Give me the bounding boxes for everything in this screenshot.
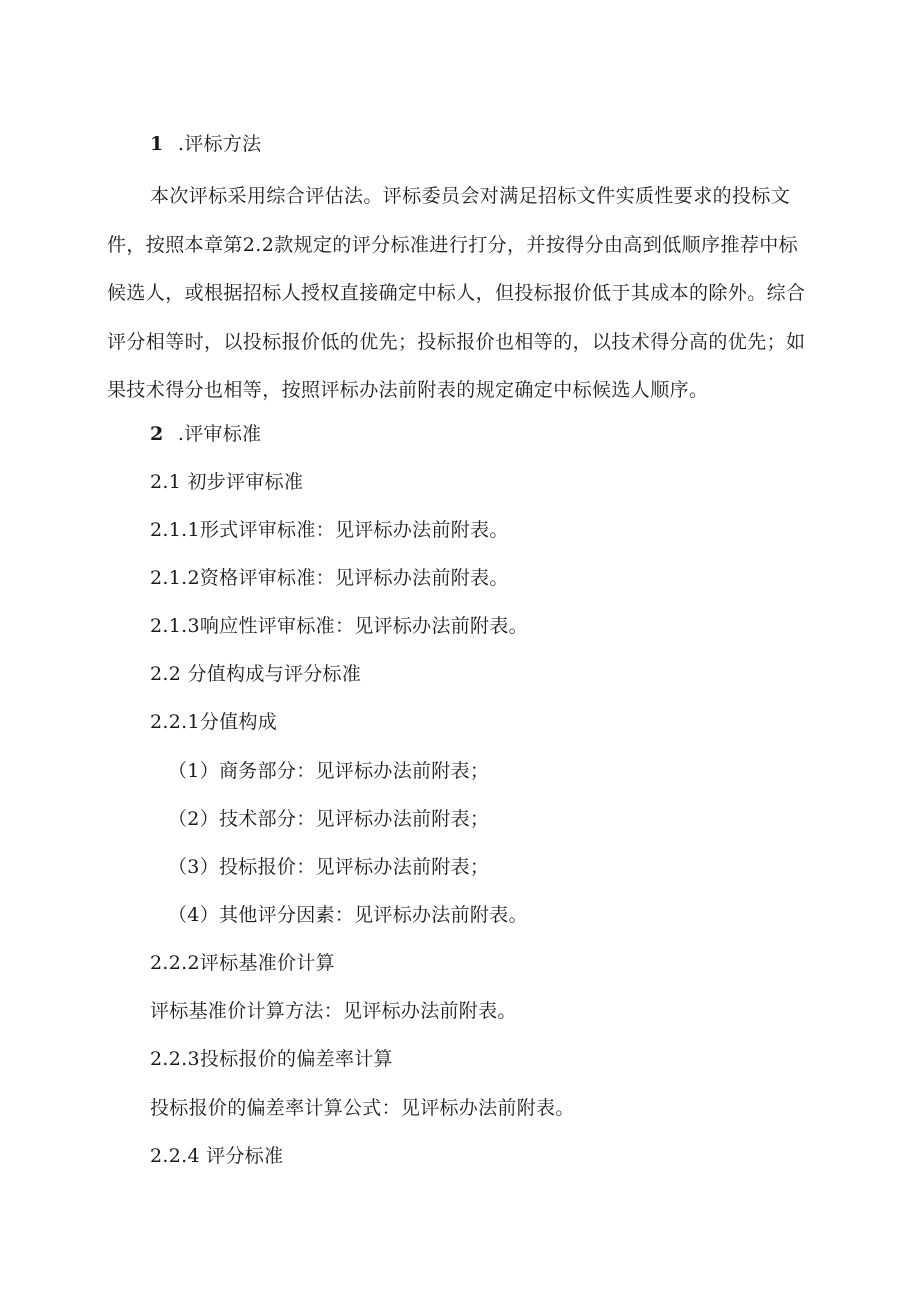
- item-2-2-2: 2.2.2评标基准价计算: [150, 952, 335, 974]
- item-2-2-3-formula: 投标报价的偏差率计算公式：见评标办法前附表。: [150, 1097, 575, 1119]
- item-2-1: 2.1 初步评审标准: [150, 471, 304, 493]
- score-part-other: （4）其他评分因素：见评标办法前附表。: [168, 904, 528, 926]
- item-2-1-1: 2.1.1形式评审标准：见评标办法前附表。: [150, 519, 509, 541]
- section-1-paragraph: [107, 172, 817, 415]
- section-2-title: .评审标准: [177, 423, 262, 445]
- item-2-2-4: 2.2.4 评分标准: [150, 1145, 284, 1167]
- section-2-heading: [150, 422, 261, 446]
- score-part-technical: （2）技术部分：见评标办法前附表；: [168, 808, 490, 830]
- section-2-number: 2: [150, 423, 164, 445]
- score-part-business: （1）商务部分：见评标办法前附表；: [168, 760, 490, 782]
- section-1-title: .评标方法: [177, 133, 262, 155]
- item-2-2-2-method: 评标基准价计算方法：见评标办法前附表。: [150, 1000, 517, 1022]
- section-1-heading: [150, 132, 261, 156]
- item-2-1-3: 2.1.3响应性评审标准：见评标办法前附表。: [150, 615, 528, 637]
- item-2-2-1: 2.2.1分值构成: [150, 711, 278, 733]
- section-1-number: 1: [150, 133, 164, 155]
- item-2-2-3: 2.2.3投标报价的偏差率计算: [150, 1048, 393, 1070]
- item-2-1-2: 2.1.2资格评审标准：见评标办法前附表。: [150, 567, 509, 589]
- item-2-2: 2.2 分值构成与评分标准: [150, 663, 362, 685]
- section-1-paragraph-text: 本次评标采用综合评估法。评标委员会对满足招标文件实质性要求的投标文件，按照本章第2.2款规定的评分标准进行打分，并按得分由高到低顺序推荐中标候选人，或根据招标人授权直接确定中标人，但投标报价低于其成本的除外。综合评分相等时，以投标报价低的优先；投标报价也相等的，以技术得分高的优先；如果技术得分也相等，按照评标办法前附表的规定确定中标候选人顺序。: [107, 185, 806, 402]
- score-part-bid-price: （3）投标报价：见评标办法前附表；: [168, 856, 490, 878]
